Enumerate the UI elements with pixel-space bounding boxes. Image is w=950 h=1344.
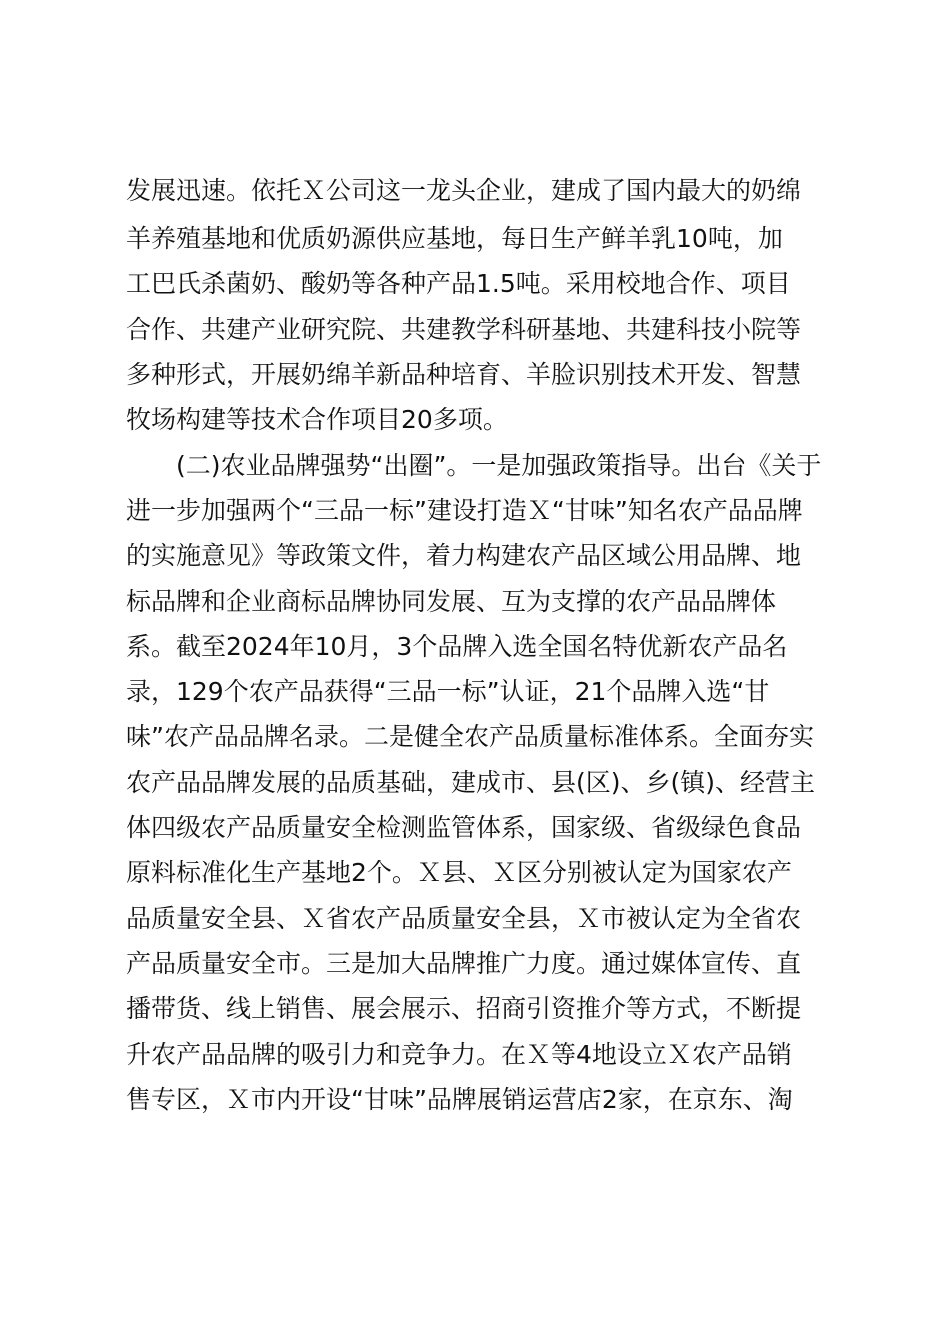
text-line: 合作、共建产业研究院、共建教学科研基地、共建科技小院等 xyxy=(126,315,802,344)
text-line: 多种形式，开展奶绵羊新品种培育、羊脸识别技术开发、智慧 xyxy=(126,360,802,389)
text-line: 工巴氏杀菌奶、酸奶等各种产品1.5吨。采用校地合作、项目 xyxy=(126,269,791,298)
text-line: 系。截至2024年10月，3个品牌入选全国名特优新农产品名 xyxy=(126,632,788,661)
text-line: 产品质量安全市。三是加大品牌推广力度。通过媒体宣传、直 xyxy=(126,949,802,978)
text-line: 的实施意见》等政策文件，着力构建农产品区域公用品牌、地 xyxy=(126,541,802,570)
text-line: 发展迅速。依托Ｘ公司这一龙头企业，建成了国内最大的奶绵 xyxy=(126,176,802,205)
text-line: 升农产品品牌的吸引力和竞争力。在Ｘ等4地设立Ｘ农产品销 xyxy=(126,1040,792,1069)
text-line: 标品牌和企业商标品牌协同发展、互为支撑的农产品品牌体 xyxy=(126,587,777,616)
text-line: 味”农产品品牌名录。二是健全农产品质量标准体系。全面夯实 xyxy=(126,722,814,751)
text-line: 体四级农产品质量安全检测监管体系，国家级、省级绿色食品 xyxy=(126,813,802,842)
section-heading-line: (二)农业品牌强势“出圈”。一是加强政策指导。出台《关于 xyxy=(176,451,822,480)
text-line: 录，129个农产品获得“三品一标”认证，21个品牌入选“甘 xyxy=(126,677,770,706)
text-line: 品质量安全县、Ｘ省农产品质量安全县，Ｘ市被认定为全省农 xyxy=(126,904,802,933)
text-line: 原料标准化生产基地2个。Ｘ县、Ｘ区分别被认定为国家农产 xyxy=(126,858,792,887)
text-line: 羊养殖基地和优质奶源供应基地，每日生产鲜羊乳10吨，加 xyxy=(126,224,783,253)
text-line: 农产品品牌发展的品质基础，建成市、县(区)、乡(镇)、经营主 xyxy=(126,768,816,797)
text-line: 牧场构建等技术合作项目20多项。 xyxy=(126,405,508,434)
text-line: 播带货、线上销售、展会展示、招商引资推介等方式，不断提 xyxy=(126,994,802,1023)
text-line: 售专区，Ｘ市内开设“甘味”品牌展销运营店2家，在京东、淘 xyxy=(126,1085,793,1114)
text-line: 进一步加强两个“三品一标”建设打造Ｘ“甘味”知名农产品品牌 xyxy=(126,496,803,525)
